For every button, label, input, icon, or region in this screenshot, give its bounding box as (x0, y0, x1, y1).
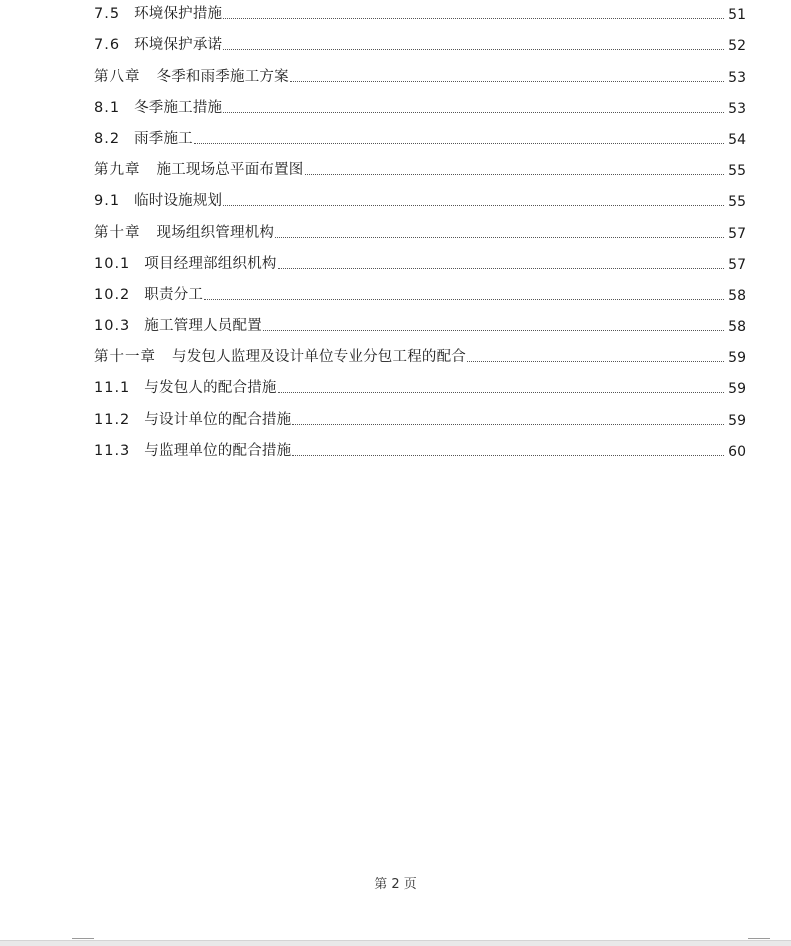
toc-dot-leader (204, 299, 724, 300)
toc-dot-leader (275, 237, 724, 238)
toc-entry-label (94, 65, 289, 94)
toc-entry[interactable] (94, 156, 746, 187)
toc-entry-label (94, 96, 222, 125)
toc-entry-title: 施工管理人员配置 (144, 318, 262, 335)
toc-entry-page-number: 59 (728, 381, 746, 398)
toc-dot-leader (278, 392, 724, 393)
toc-dot-leader (223, 49, 724, 50)
toc-entry-page-number: 54 (728, 131, 746, 148)
page-corner-mark-right (748, 938, 770, 941)
toc-entry-number: 第十一章 (94, 349, 156, 366)
toc-entry-page-number: 57 (728, 256, 746, 273)
toc-dot-leader (223, 205, 724, 206)
toc-entry[interactable] (94, 250, 746, 281)
toc-entry[interactable] (94, 312, 746, 343)
toc-entry-page-number: 58 (728, 319, 746, 336)
toc-entry-title: 与发包人的配合措施 (144, 380, 277, 397)
toc-entry-label (94, 408, 291, 437)
toc-entry[interactable] (94, 437, 746, 468)
toc-entry-label (94, 252, 277, 281)
toc-entry-title: 施工现场总平面布置图 (156, 162, 304, 179)
toc-entry-label (94, 439, 291, 468)
toc-entry-page-number: 57 (728, 225, 746, 242)
toc-entry-page-number: 53 (728, 100, 746, 117)
toc-entry[interactable] (94, 94, 746, 125)
toc-entry-number: 10.2 (94, 286, 131, 303)
toc-entry-title: 职责分工 (144, 286, 204, 303)
toc-dot-leader (292, 455, 724, 456)
toc-entry-number: 11.3 (94, 442, 131, 459)
toc-entry-title: 雨季施工 (134, 130, 193, 147)
toc-entry-label (94, 33, 222, 62)
toc-entry[interactable] (94, 187, 746, 218)
toc-entry[interactable] (94, 405, 746, 436)
toc-entry-page-number: 59 (728, 350, 746, 367)
toc-entry-title: 与发包人监理及设计单位专业分包工程的配合 (172, 349, 466, 366)
toc-entry-number: 9.1 (94, 193, 121, 210)
toc-dot-leader (290, 81, 724, 82)
toc-entry-title: 项目经理部组织机构 (144, 255, 277, 272)
toc-entry[interactable] (94, 31, 746, 62)
toc-entry-page-number: 60 (728, 443, 746, 460)
toc-entry-number: 第十章 (94, 224, 141, 241)
toc-entry-title: 环境保护措施 (134, 6, 223, 23)
toc-dot-leader (223, 18, 724, 19)
toc-entry-page-number: 59 (728, 412, 746, 429)
toc-entry-number: 第八章 (94, 68, 141, 85)
toc-entry-number: 11.2 (94, 411, 131, 428)
toc-entry-title: 与设计单位的配合措施 (144, 411, 292, 428)
toc-entry-number: 第九章 (94, 162, 141, 179)
toc-entry-page-number: 55 (728, 163, 746, 180)
toc-dot-leader (467, 361, 724, 362)
toc-entry-page-number: 52 (728, 38, 746, 55)
toc-entry-label (94, 345, 466, 374)
toc-entry-label (94, 376, 277, 405)
toc-dot-leader (223, 112, 724, 113)
toc-entry-number: 10.1 (94, 255, 131, 272)
toc-entry-number: 10.3 (94, 318, 131, 335)
toc-dot-leader (292, 424, 724, 425)
toc-entry-label (94, 221, 274, 250)
page-corner-mark-left (72, 938, 94, 941)
toc-entry-title: 临时设施规划 (134, 193, 223, 210)
toc-entry[interactable] (94, 343, 746, 374)
toc-dot-leader (194, 143, 724, 144)
toc-entry-page-number: 51 (728, 7, 746, 24)
toc-entry[interactable] (94, 125, 746, 156)
toc-entry-label (94, 127, 193, 156)
toc-entry-page-number: 55 (728, 194, 746, 211)
toc-entry-number: 11.1 (94, 380, 131, 397)
toc-entry[interactable] (94, 0, 746, 31)
toc-entry-page-number: 58 (728, 287, 746, 304)
toc-entry-number: 8.1 (94, 99, 121, 116)
toc-entry[interactable] (94, 281, 746, 312)
page-number-label: 第 2 页 (374, 877, 417, 892)
toc-entry-number: 7.5 (94, 6, 121, 23)
table-of-contents (94, 0, 746, 468)
toc-entry-label (94, 283, 203, 312)
toc-entry[interactable] (94, 374, 746, 405)
toc-entry[interactable] (94, 62, 746, 93)
toc-dot-leader (305, 174, 725, 175)
toc-entry-label (94, 158, 304, 187)
toc-entry-title: 与监理单位的配合措施 (144, 442, 292, 459)
toc-entry-title: 冬季施工措施 (134, 99, 223, 116)
toc-entry-label (94, 314, 262, 343)
toc-entry-number: 7.6 (94, 37, 121, 54)
toc-dot-leader (263, 330, 724, 331)
toc-entry-number: 8.2 (94, 130, 121, 147)
toc-entry-title: 环境保护承诺 (134, 37, 223, 54)
toc-entry[interactable] (94, 218, 746, 249)
page-footer (0, 873, 791, 892)
page-bottom-edge (0, 940, 791, 946)
toc-entry-title: 现场组织管理机构 (156, 224, 275, 241)
toc-entry-label (94, 2, 222, 31)
toc-entry-page-number: 53 (728, 69, 746, 86)
toc-entry-title: 冬季和雨季施工方案 (156, 68, 289, 85)
toc-dot-leader (278, 268, 724, 269)
toc-entry-label (94, 189, 222, 218)
